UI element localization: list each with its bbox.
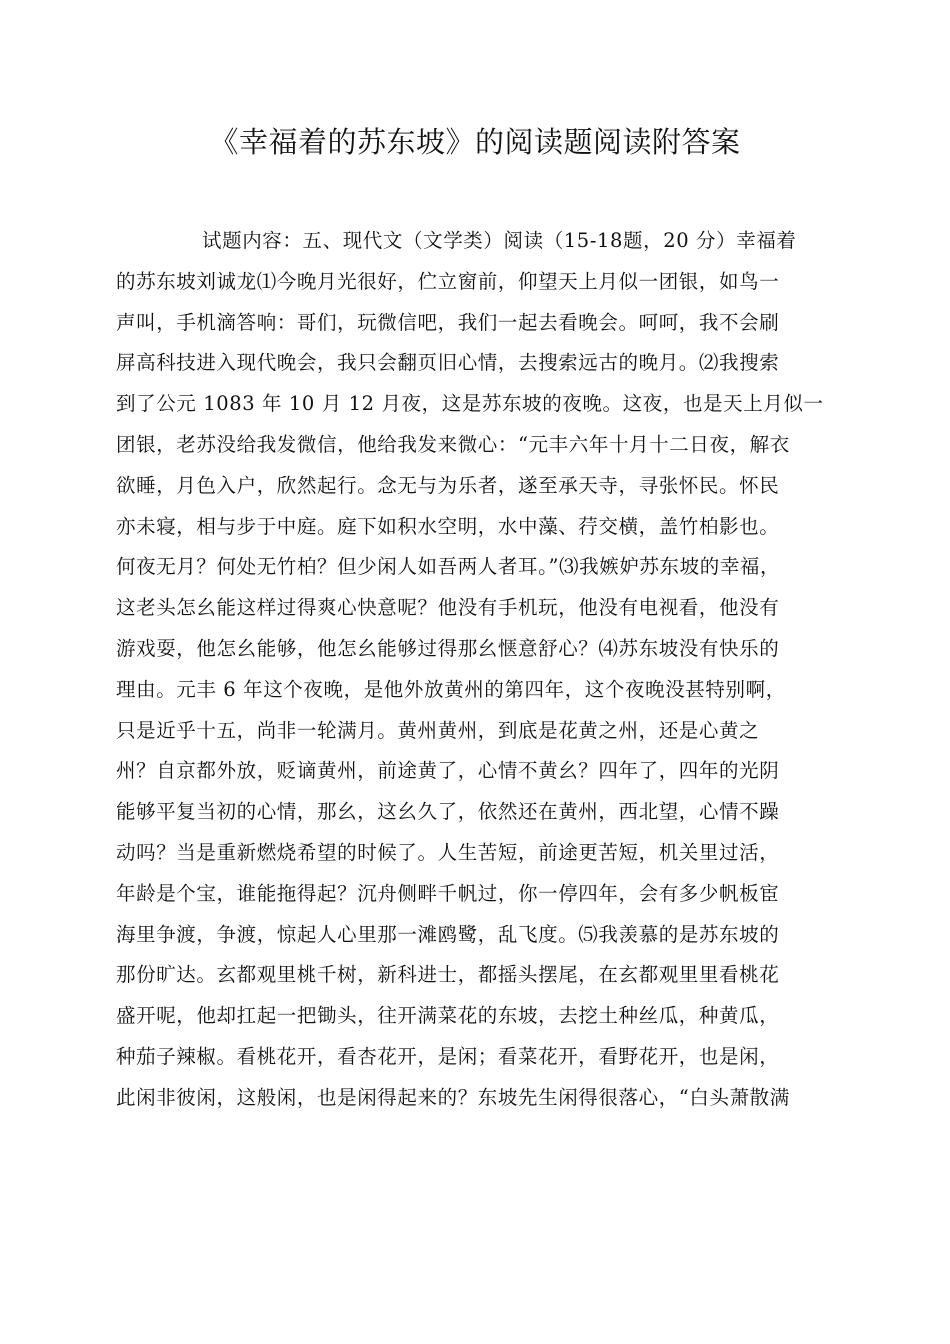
article-line: 种茄子辣椒。看桃花开，看杏花开，是闲；看菜花开，看野花开，也是闲， xyxy=(116,1044,780,1068)
article-line: 只是近乎十五，尚非一轮满月。黄州黄州，到底是花黄之州，还是心黄之 xyxy=(116,718,760,742)
article-line: 州？自京都外放，贬谪黄州，前途黄了，心情不黄幺？四年了，四年的光阴 xyxy=(116,759,780,783)
article-line: 欲睡，月色入户，欣然起行。念无与为乐者，遂至承天寺，寻张怀民。怀民 xyxy=(116,473,780,497)
document-title: 《幸福着的苏东坡》的阅读题阅读附答案 xyxy=(209,125,741,159)
article-line: 团银，老苏没给我发微信，他给我发来微心：“元丰六年十月十二日夜，解衣 xyxy=(116,432,790,456)
article-line: 盛开呢，他却扛起一把锄头，往开满菜花的东坡，去挖土种丝瓜，种黄瓜， xyxy=(116,1004,780,1028)
article-line: 理由。元丰 6 年这个夜晚，是他外放黄州的第四年，这个夜晚没甚特别啊， xyxy=(116,677,786,701)
article-line: 游戏耍，他怎幺能够，他怎幺能够过得那幺惬意舒心？⑷苏东坡没有快乐的 xyxy=(116,636,780,660)
article-line: 声叫，手机滴答响：哥们，玩微信吧，我们一起去看晚会。呵呵，我不会刷 xyxy=(116,310,780,334)
article-line: 到了公元 1083 年 10 月 12 月夜，这是苏东坡的夜晚。这夜，也是天上月似一 xyxy=(116,392,824,416)
article-line: 试题内容：五、现代文（文学类）阅读（15-18题，20 分）幸福着 xyxy=(202,229,797,252)
article-line: 此闲非彼闲，这般闲，也是闲得起来的？东坡先生闲得很落心，“白头萧散满 xyxy=(116,1085,790,1109)
article-line: 能够平复当初的心情，那幺，这幺久了，依然还在黄州，西北望，心情不躁 xyxy=(116,800,780,824)
article-line: 屏高科技进入现代晚会，我只会翻页旧心情，去搜索远古的晚月。⑵我搜索 xyxy=(116,351,780,375)
article-line: 亦未寝，相与步于中庭。庭下如积水空明，水中藻、荇交横，盖竹柏影也。 xyxy=(116,514,780,538)
article-line: 这老头怎幺能这样过得爽心快意呢？他没有手机玩，他没有电视看，他没有 xyxy=(116,596,780,620)
article-line: 动吗？当是重新燃烧希望的时候了。人生苦短，前途更苦短，机关里过活， xyxy=(116,840,780,864)
article-line: 的苏东坡刘诚龙⑴今晚月光很好，伫立窗前，仰望天上月似一团银，如鸟一 xyxy=(116,269,780,293)
article-line: 海里争渡，争渡，惊起人心里那一滩鸥鹭，乱飞度。⑸我羡慕的是苏东坡的 xyxy=(116,922,780,946)
article-line: 年龄是个宝，谁能拖得起？沉舟侧畔千帆过，你一停四年，会有多少帆板宦 xyxy=(116,881,780,905)
article-body xyxy=(116,221,836,1119)
article-line: 何夜无月？何处无竹柏？但少闲人如吾两人者耳。”⑶我嫉妒苏东坡的幸福， xyxy=(116,555,781,579)
article-line: 那份旷达。玄都观里桃千树，新科进士，都摇头摆尾，在玄都观里里看桃花 xyxy=(116,963,780,987)
